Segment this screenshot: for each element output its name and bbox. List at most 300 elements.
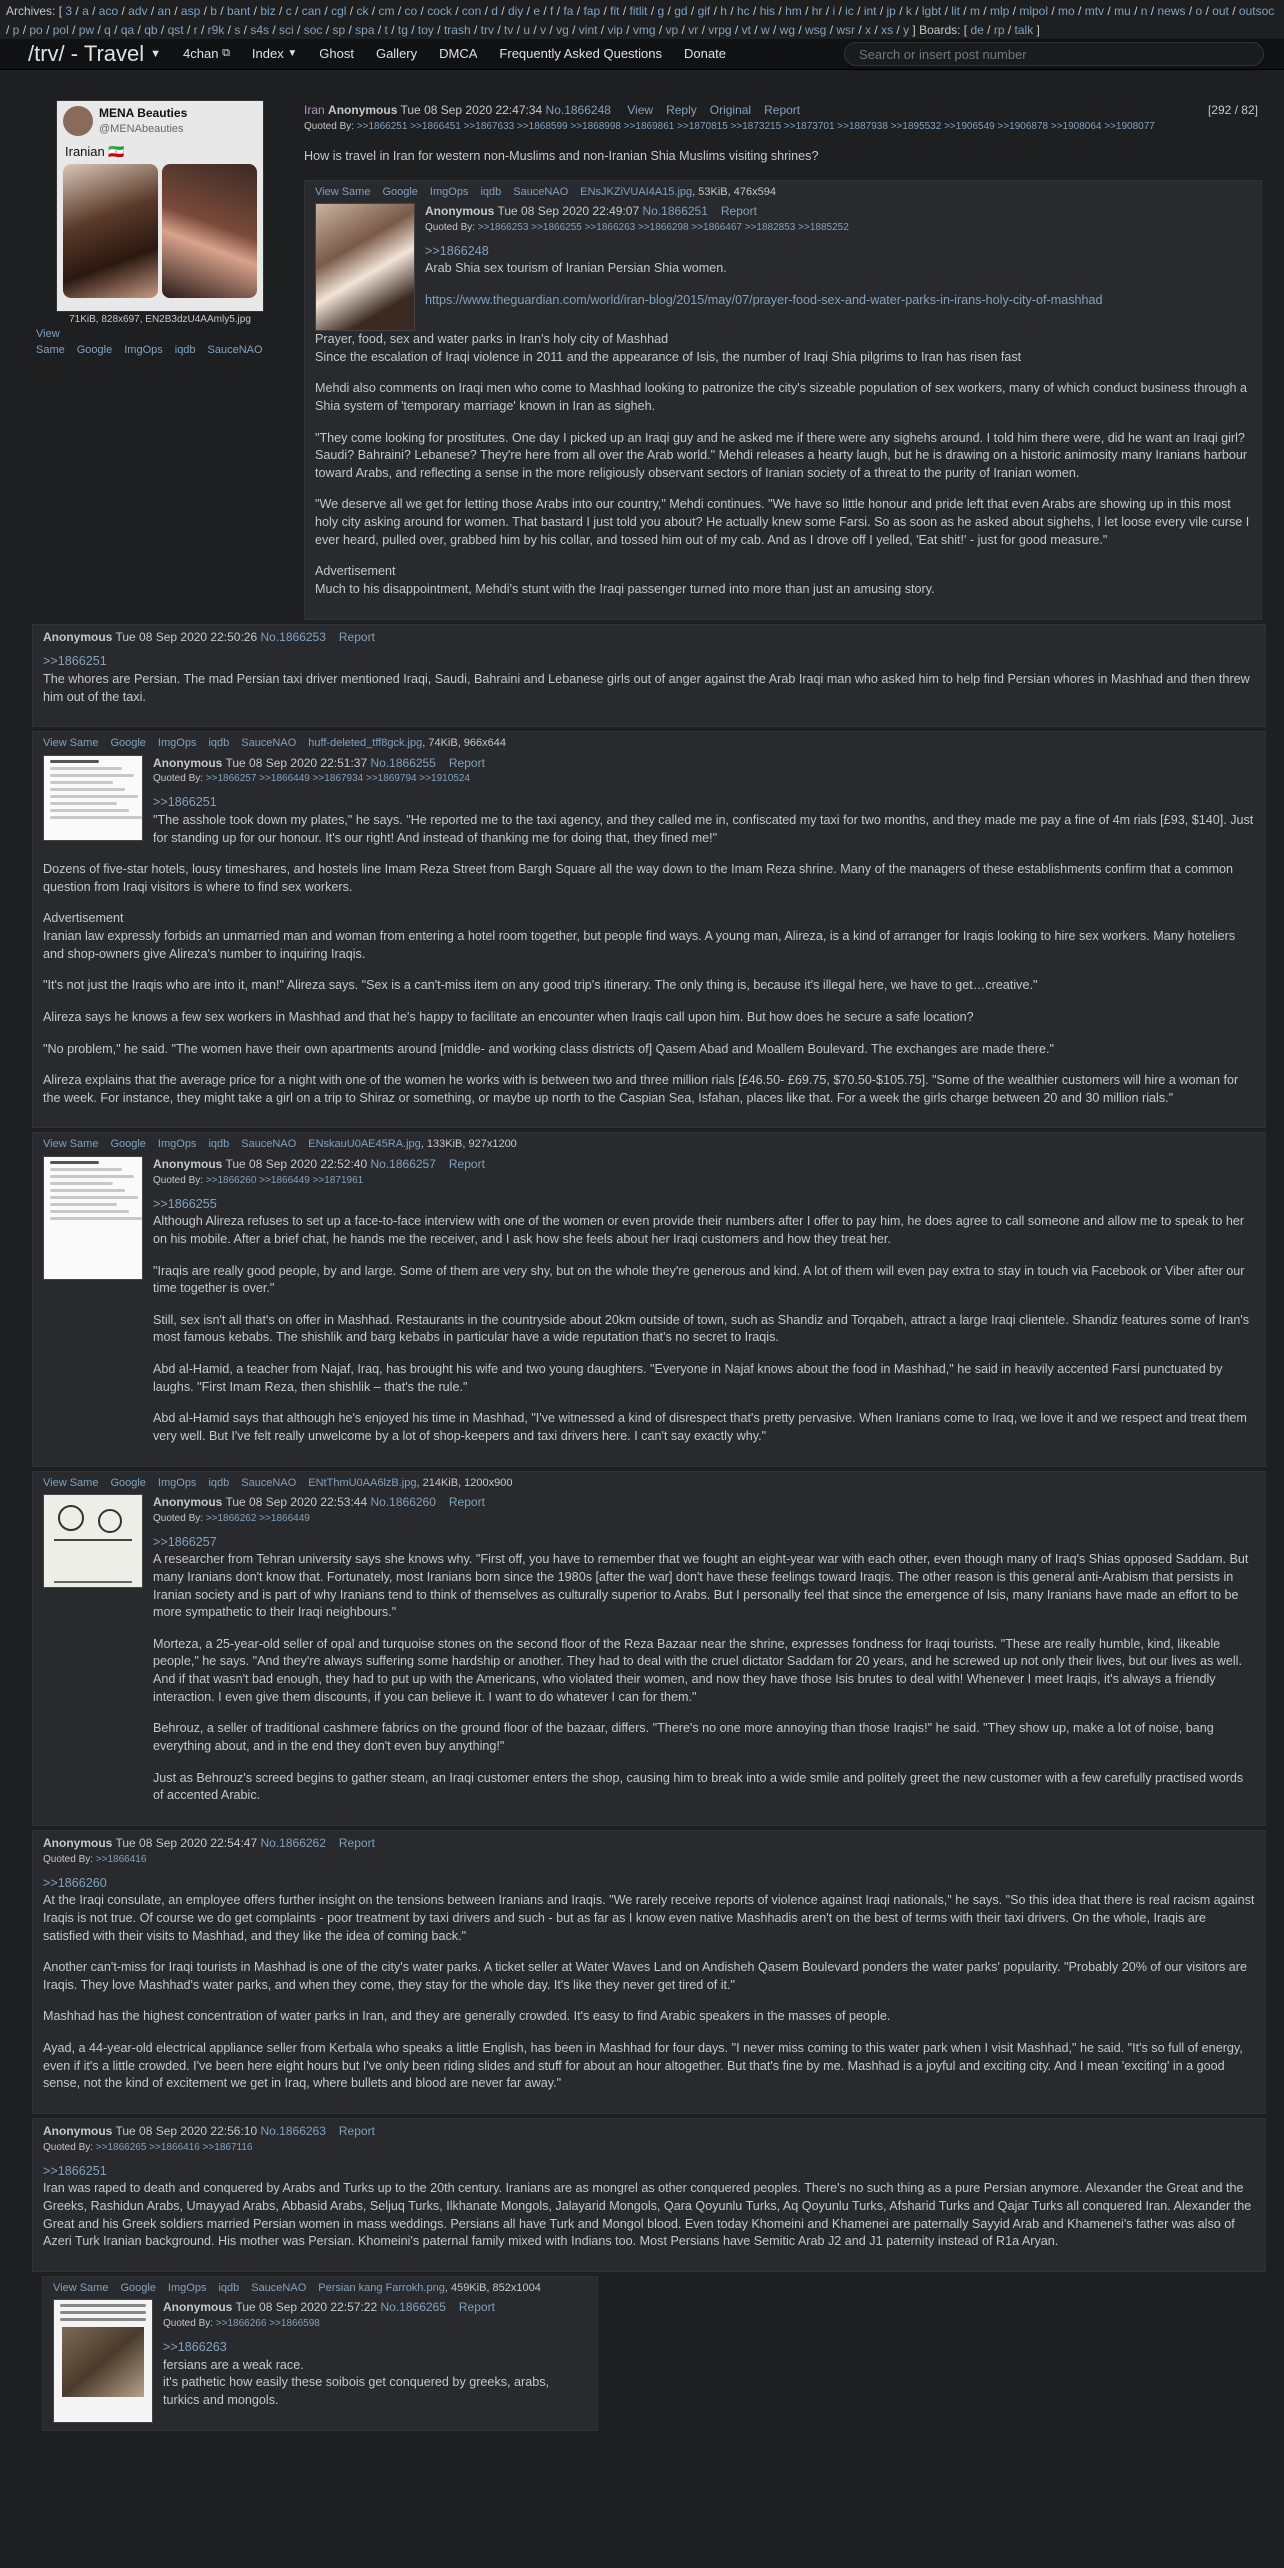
archive-link-q[interactable]: q — [104, 22, 111, 37]
tweet-line — [50, 1203, 117, 1206]
reply-text — [43, 653, 1255, 706]
archive-link-pol[interactable]: pol — [52, 22, 69, 37]
tool-iqdb[interactable]: iqdb — [174, 343, 196, 356]
reply-text — [163, 2339, 587, 2410]
op-name: Anonymous — [328, 103, 398, 118]
nav-gallery[interactable] — [376, 45, 417, 63]
op-subject: Iran — [304, 103, 325, 118]
reply-date: Tue 08 Sep 2020 22:57:22 — [235, 2300, 378, 2315]
tool-iqdb[interactable]: iqdb — [208, 1138, 230, 1151]
archive-link-can[interactable]: can — [301, 4, 322, 18]
archive-link-a[interactable]: a — [82, 4, 89, 18]
reply-name: Anonymous — [153, 1156, 223, 1171]
archive-link-r[interactable]: r — [193, 22, 198, 37]
tool-imgops[interactable]: ImgOps — [157, 1476, 197, 1489]
archive-link-gd[interactable]: gd — [674, 4, 688, 18]
nav-dmca-label: DMCA — [439, 46, 478, 62]
paragraph: Still, sex isn't all that's on offer in Mashhad. Restaurants in the countryside about 20km outside of town, such as Shandiz and Torqabeh, attract a large Iraqi clientele. Shandiz features some of Iran's most famous kebabs. The shishlik and barg kebabs in particular have a wide reputation that's no secret to Iraqis. — [153, 1312, 1250, 1345]
nav-ghost[interactable] — [319, 45, 354, 63]
image-meta: , 133KiB, 927x1200 — [420, 1138, 517, 1151]
tool-iqdb[interactable]: iqdb — [480, 185, 502, 198]
paragraph: Just as Behrouz's screed begins to gather steam, an Iraqi customer enters the shop, causing him to break into a wide smile and politely greet the new customer with a few carefully practised words of accented Arabic. — [153, 1770, 1244, 1803]
reply-postno[interactable]: No.1866260 — [370, 1494, 436, 1509]
archive-link-i[interactable]: i — [832, 4, 836, 18]
tool-saucenao[interactable]: SauceNAO — [241, 1138, 297, 1151]
board-link-de[interactable]: de — [970, 22, 984, 37]
archive-link-vmg[interactable]: vmg — [632, 22, 656, 37]
paragraph: Iran was raped to death and conquered by Arabs and Turks up to the 20th century. Iranians are as mongrel as other conquered peoples. There's no such thing as a pure Persian anymore. Alexander the Great and the Greeks, Rashidun Arabs, Umayyad Arabs, Abbasid Arabs, Seljuq Turks, Ilkhanate Mongols, Jalayarid Mongols, Qara Qoyunlu Turks, Aq Qoyunlu Turks, Afsharid Turks and Qajar Turks all conquered Iran. Alexander the Great and his Greek soldiers married Persian women in mass weddings. Persians all have Turk and Mongol blood. Even today Khomeini and Khamenei are paternally Sayyid Arab and Khamenei's father was also of Azeri Turk Iranian background. His mother was Persian. Khomeini's paternal family mixed with Indians too. Most Persians have Semitic Arab J2 and J1 paternity instead of R1a Aryan. — [43, 2181, 1252, 2249]
quote-link[interactable]: >>1866251 — [43, 2163, 107, 2178]
paragraph: "Iraqis are really good people, by and large. Some of them are very shy, but on the whole they're generous and kind. A lot of them will even pay extra to stay in touch via Facebook or Viber after our time together is over." — [153, 1263, 1245, 1296]
meme-text-line — [60, 2318, 146, 2321]
tool-iqdb[interactable]: iqdb — [208, 737, 230, 750]
report-button[interactable]: Report — [338, 2123, 375, 2138]
quote-link[interactable]: >>1866251 — [153, 795, 217, 810]
reply-quoted-by — [43, 1853, 1255, 1867]
op-thumbnail[interactable] — [56, 100, 264, 312]
reply-header — [153, 1494, 1255, 1511]
reply-button[interactable]: Reply — [666, 103, 697, 118]
image-meta: , 214KiB, 1200x900 — [416, 1476, 513, 1489]
archive-link-s[interactable]: s — [234, 22, 241, 37]
archive-link-b[interactable]: b — [210, 4, 217, 18]
paragraph: Mashhad has the highest concentration of water parks in Iran, and they are generally crowded. It's easy to find Arabic speakers in the masses of people. — [43, 2009, 891, 2024]
tool-saucenao[interactable]: SauceNAO — [241, 737, 297, 750]
tool-saucenao[interactable]: SauceNAO — [241, 1476, 297, 1489]
reply-main — [43, 2123, 1255, 2265]
archive-link-qst[interactable]: qst — [167, 22, 184, 37]
paragraph: Ayad, a 44-year-old electrical appliance seller from Kerbala who speaks a little English, has been in Mashhad for four days. "I never miss coming to this water park when I visit Mashhad," he said. "It's so full of energy, even if it's a little crowded. I've been here eight hours but I've only been riding slides and stuff for about an hour altogether. But that's fine by me. Mashhad is a joyful and exciting city. And I mean 'exciting' in a good sense, not the kind of excitement we get in Iraq, where bullets and blood are never far away." — [43, 2041, 1243, 2091]
meme-text-line — [60, 2311, 146, 2314]
reply-text-continued — [43, 861, 1255, 1107]
archive-link-sp[interactable]: sp — [332, 22, 346, 37]
image-filename[interactable]: ENtThmU0AA6lzB.jpg — [308, 1476, 417, 1489]
tool-iqdb[interactable]: iqdb — [208, 1476, 230, 1489]
nav-4chan[interactable] — [183, 45, 230, 63]
archive-link-mtv[interactable]: mtv — [1084, 4, 1105, 18]
paragraph: Alireza says he knows a few sex workers in Mashhad and that he's happy to facilitate an encounter when Iraqis call upon him. But how does he secure a safe location? — [43, 1009, 974, 1024]
archive-link-ic[interactable]: ic — [845, 4, 854, 18]
quote-link[interactable]: >>1866251 — [43, 654, 107, 669]
archive-link-lit[interactable]: lit — [951, 4, 960, 18]
archive-link-xs[interactable]: xs — [881, 22, 894, 37]
tweet-line — [50, 795, 138, 798]
archive-link-vp[interactable]: vp — [665, 22, 679, 37]
quote-link[interactable]: >>1866248 — [425, 243, 489, 258]
archive-link-mo[interactable]: mo — [1058, 4, 1075, 18]
reply-main — [43, 1835, 1255, 2107]
op-text: How is travel in Iran for western non-Muslims and non-Iranian Shia Muslims visiting shrines? — [304, 148, 819, 163]
quoted-links[interactable]: >>1866253 >>1866255 >>1866263 >>1866298 >>1866467 >>1882853 >>1885252 — [477, 221, 849, 233]
quoted-label: Quoted By: — [153, 1512, 204, 1524]
archive-link-mlp[interactable]: mlp — [989, 4, 1010, 18]
archive-link-an[interactable]: an — [157, 4, 171, 18]
tweet-name: MENA Beauties — [99, 106, 188, 121]
tool-imgops[interactable]: ImgOps — [167, 2281, 207, 2294]
op-header — [304, 102, 1284, 119]
reply-date: Tue 08 Sep 2020 22:49:07 — [497, 204, 640, 218]
archive-link-vt[interactable]: vt — [741, 22, 751, 37]
op-actions — [614, 103, 800, 117]
reply-date: Tue 08 Sep 2020 22:56:10 — [115, 2123, 258, 2138]
paragraph: Abd al-Hamid says that although he's enjoyed his time in Mashhad, "I've witnessed a kind of disrespect that's pretty pervasive. When Iranians come to Iraq, we love it and we respect and treat them very well. But I've felt really unwelcome by a lot of shop-keepers and taxi drivers here. I can't say exactly why." — [153, 1411, 1247, 1443]
reply-postno[interactable]: No.1866263 — [260, 2123, 326, 2138]
archive-link-3[interactable]: 3 — [65, 4, 73, 18]
archive-link-cm[interactable]: cm — [378, 4, 395, 18]
nav-dmca[interactable] — [439, 45, 477, 63]
reply-thumbnail[interactable] — [53, 2299, 153, 2423]
archive-link-qa[interactable]: qa — [120, 22, 135, 37]
drawing-figure — [58, 1505, 84, 1531]
paragraph: Mehdi also comments on Iraqi men who come to Mashhad looking to patronize the city's sizeable population of sex workers, many of which conduct business through a Shia system of 'temporary marriage' known in Iran as sigheh. — [315, 381, 1248, 413]
quoted-links[interactable]: >>1866262 >>1866449 — [205, 1512, 310, 1524]
archive-link-s4s[interactable]: s4s — [250, 22, 270, 37]
article-link[interactable]: https://www.theguardian.com/world/iran-blog/2015/may/07/prayer-food-sex-and-water-parks-in-irans-holy-city-of-mashhad — [425, 293, 1103, 308]
reply-post — [32, 731, 1266, 1128]
image-filename[interactable]: ENsJKZiVUAI4A15.jpg — [580, 185, 693, 198]
archive-link-his[interactable]: his — [759, 4, 776, 18]
archives-label: Archives: — [6, 4, 56, 18]
quote-link[interactable]: >>1866255 — [153, 1196, 217, 1211]
paragraph: Advertisement Iranian law expressly forbids an unmarried man and woman from entering a hotel room together, but people find ways. A young man, Alireza, is a kind of arranger for Iraqis looking to hire sex workers. Many hoteliers and shop-owners give Alireza's number to inquiring Iraqis. — [43, 911, 1236, 961]
board-title[interactable] — [28, 39, 161, 70]
nav-donate-label: Donate — [684, 46, 726, 62]
tool-imgops[interactable]: ImgOps — [157, 1138, 197, 1151]
paragraph: Alireza explains that the average price for a night with one of the women he works with is between two and three million rials [£46.50- £69.75, $70.50-$105.75]. "Some of the wealthier customers will hire a woman for the week. For instance, they might take a girl on a trip to Shiraz or something, or maybe up north to the Caspian Sea, Isfahan, places like that. For a week the girls charge between 20 and 30 million rials." — [43, 1073, 1239, 1105]
archive-link-po[interactable]: po — [29, 22, 43, 37]
reply-header — [163, 2299, 587, 2316]
archive-link-lgbt[interactable]: lgbt — [921, 4, 942, 18]
image-meta: , 53KiB, 476x594 — [692, 185, 776, 198]
archive-link-mu[interactable]: mu — [1114, 4, 1131, 18]
tweet-photo — [162, 164, 257, 298]
reply-date: Tue 08 Sep 2020 22:52:40 — [225, 1156, 368, 1171]
tool-imgops[interactable]: ImgOps — [429, 185, 469, 198]
archive-link-gif[interactable]: gif — [697, 4, 711, 18]
paragraph: Arab Shia sex tourism of Iranian Persian Shia women. — [425, 261, 727, 276]
tool-saucenao[interactable]: SauceNAO — [251, 2281, 307, 2294]
tool-google[interactable]: Google — [120, 2281, 156, 2294]
tweet-line — [50, 816, 142, 819]
view-button[interactable]: View — [627, 103, 654, 118]
archive-link-vr[interactable]: vr — [688, 22, 699, 37]
reply-quoted-by — [43, 2141, 1255, 2155]
reply-inner — [43, 755, 1255, 862]
board-link-rp[interactable]: rp — [993, 22, 1005, 37]
archive-link-x[interactable]: x — [865, 22, 872, 37]
archive-link-p[interactable]: p — [12, 22, 20, 37]
reply-header — [153, 755, 1255, 772]
tool-google[interactable]: Google — [110, 1476, 146, 1489]
paragraph: Another can't-miss for Iraqi tourists in Mashhad is one of the city's water parks. A ticket seller at Water Waves Land on Andisheh Qasem Boulevard ponders the water parks' popularity. "Probably 20% of our visitors are Iraqis. They love Mashhad's water parks, and when they come, they stay for the whole day. It's like they never get tired of it." — [43, 1960, 1247, 1992]
reply-quoted-by — [163, 2317, 587, 2331]
archive-link-d[interactable]: d — [491, 4, 498, 18]
meme-photo — [62, 2327, 144, 2397]
archive-link-f[interactable]: f — [550, 4, 554, 18]
paragraph: Dozens of five-star hotels, lousy timeshares, and hostels line Imam Reza Street from Bargh Square all the way down to the Imam Reza shrine. Many of the managers of these establishments confirm that a common question from Iraqi visitors is where to find sex workers. — [43, 862, 1233, 894]
archive-link-mlpol[interactable]: mlpol — [1019, 4, 1049, 18]
image-filename[interactable]: ENskauU0AE45RA.jpg — [308, 1138, 421, 1151]
quoted-links[interactable]: >>1866260 >>1866449 >>1871961 — [205, 1174, 364, 1186]
reply-thumbnail[interactable] — [315, 203, 415, 331]
archive-link-news[interactable]: news — [1157, 4, 1186, 18]
archive-link-v[interactable]: v — [540, 22, 547, 37]
reply-post — [42, 2276, 598, 2431]
report-button[interactable]: Report — [338, 1835, 375, 1850]
tweet-line — [50, 809, 129, 812]
quoted-links[interactable]: >>1866265 >>1866416 >>1867116 — [95, 2141, 253, 2153]
archive-link-out[interactable]: out — [1212, 4, 1229, 18]
tool-saucenao[interactable]: SauceNAO — [513, 185, 569, 198]
archive-link-wsg[interactable]: wsg — [805, 22, 827, 37]
archive-link-hc[interactable]: hc — [737, 4, 750, 18]
tool-google[interactable]: Google — [110, 1138, 146, 1151]
archive-link-wg[interactable]: wg — [779, 22, 795, 37]
archive-link-int[interactable]: int — [863, 4, 877, 18]
nav-faq-label: Frequently Asked Questions — [499, 46, 663, 62]
nav-ghost-label: Ghost — [319, 46, 354, 62]
reply-post — [32, 1132, 1266, 1466]
archive-link-tg[interactable]: tg — [397, 22, 408, 37]
avatar — [63, 106, 93, 136]
reply-quoted-by — [425, 221, 1251, 235]
archive-link-con[interactable]: con — [461, 4, 482, 18]
reply-quoted-by — [153, 1512, 1255, 1526]
archive-link-wsr[interactable]: wsr — [836, 22, 856, 37]
archive-link-asp[interactable]: asp — [180, 4, 201, 18]
op-postno[interactable]: No.1866248 — [545, 103, 611, 118]
archive-link-tv[interactable]: tv — [504, 22, 514, 37]
reply-postno[interactable]: No.1866255 — [370, 755, 436, 770]
chevron-down-icon: ▼ — [287, 48, 298, 60]
reply-text — [153, 1534, 1255, 1805]
tool-view-same[interactable]: View Same — [43, 737, 99, 750]
quote-link[interactable]: >>1866257 — [153, 1534, 217, 1549]
archive-link-r9k[interactable]: r9k — [207, 22, 225, 37]
archive-link-o[interactable]: o — [1195, 4, 1203, 18]
reply-text — [425, 243, 1251, 310]
archive-link-fa[interactable]: fa — [563, 4, 574, 18]
report-button[interactable]: Report — [720, 204, 757, 218]
reply-thumbnail[interactable] — [43, 755, 143, 841]
reply-postno[interactable]: No.1866262 — [260, 1835, 326, 1850]
archive-link-fap[interactable]: fap — [583, 4, 601, 18]
tool-view-same[interactable]: View Same — [43, 1476, 99, 1489]
archive-link-vg[interactable]: vg — [556, 22, 569, 37]
archive-link-hm[interactable]: hm — [785, 4, 802, 18]
archive-link-toy[interactable]: toy — [417, 22, 434, 37]
search-input[interactable] — [844, 42, 1264, 66]
image-filename[interactable]: Persian kang Farrokh.png — [318, 2281, 445, 2294]
reply-post — [32, 2118, 1266, 2272]
tool-google[interactable]: Google — [76, 343, 113, 356]
nav-donate[interactable] — [684, 45, 726, 63]
tool-view-same[interactable]: View Same — [315, 185, 371, 198]
reply-post — [32, 1471, 1266, 1826]
archive-link-w[interactable]: w — [760, 22, 770, 37]
archive-link-m[interactable]: m — [969, 4, 980, 18]
quoted-links[interactable]: >>1866257 >>1866449 >>1867934 >>1869794 >>1910524 — [205, 773, 470, 785]
archive-link-cgl[interactable]: cgl — [331, 4, 347, 18]
reply-post — [304, 180, 1262, 620]
quoted-links[interactable]: >>1866416 — [95, 1853, 147, 1865]
archive-link-jp[interactable]: jp — [886, 4, 896, 18]
reply-inner — [43, 1835, 1255, 2107]
paragraph: "No problem," he said. "The women have their own apartments around [middle- and working class districts of] Qasem Abad and Moallem Boulevard. The exchanges are made there." — [43, 1041, 1054, 1056]
archive-link-k[interactable]: k — [905, 4, 912, 18]
reply-main — [153, 1494, 1255, 1819]
report-button[interactable]: Report — [448, 1494, 485, 1509]
reply-header — [43, 1835, 1255, 1852]
external-link-icon: ⧉ — [222, 47, 230, 60]
archive-link-outsoc[interactable]: outsoc — [1238, 4, 1275, 18]
reply-main — [153, 1156, 1255, 1460]
archive-link-c[interactable]: c — [285, 4, 292, 18]
original-button[interactable]: Original — [709, 103, 752, 118]
archive-link-e[interactable]: e — [533, 4, 541, 18]
archive-link-trash[interactable]: trash — [443, 22, 471, 37]
quoted-links[interactable]: >>1866266 >>1866598 — [215, 2318, 320, 2330]
archives-bar: Archives: [ 3 / a / aco / adv / an / asp / b / bant / biz / c / can / cgl / ck / cm / co / cock / con / d / diy / e / f / fa / fap / fit / fitlit / g / gd / gif / h / hc / his / hm / hr / i / ic / int / jp / k / lgbt / lit / m / mlp / mlpol / mo / mtv / mu / n / news / o / out / outsoc / p / po / pol / pw / q / qa / qb / qst / r / r9k / s / s4s / sci / soc / sp / spa / t / tg / toy / trash / trv / tv / u / v / vg / vint / vip / vmg / vp / vr / vrpg / vt / w / wg / wsg / wsr / x / xs / y ] Boards: [ de / rp / talk ] — [0, 0, 1284, 39]
reply-postno[interactable]: No.1866253 — [260, 629, 326, 644]
archive-link-diy[interactable]: diy — [507, 4, 524, 18]
report-button[interactable]: Report — [338, 629, 375, 644]
reply-image-tools — [53, 2281, 587, 2296]
tool-imgops[interactable]: ImgOps — [157, 737, 197, 750]
archive-link-hr[interactable]: hr — [811, 4, 823, 18]
reply-name: Anonymous — [43, 2123, 113, 2138]
reply-thumbnail[interactable] — [43, 1156, 143, 1280]
archive-link-h[interactable]: h — [720, 4, 727, 18]
reply-quoted-by — [153, 1174, 1255, 1188]
nav-gallery-label: Gallery — [375, 46, 418, 62]
tweet-line — [50, 774, 134, 777]
paragraph: Advertisement Much to his disappointment, Mehdi's stunt with the Iraqi passenger turned into more than just an amusing story. — [315, 564, 935, 596]
archive-link-ck[interactable]: ck — [356, 4, 369, 18]
paragraph: At the Iraqi consulate, an employee offers further insight on the tensions between Iranians and Iraqis. "We rarely receive reports of violence against Iraqi nationals," he says. "So this idea that there is real racism against Iraqis is not true. Of course we do get complaints - poor treatment by taxi drivers and such - but as far as I know even native Mashhadis aren't on the best of terms with their taxi drivers. On the whole, Iraqis are satisfied with their visits to Mashhad, and they like the idea of coming back." — [43, 1893, 1255, 1943]
archive-link-aco[interactable]: aco — [98, 4, 119, 18]
quoted-label: Quoted By: — [43, 1853, 94, 1865]
reply-postno[interactable]: No.1866257 — [370, 1156, 436, 1171]
reply-text — [153, 794, 1255, 847]
tweet-line — [50, 1210, 129, 1213]
tweet-line — [50, 1196, 138, 1199]
archive-link-spa[interactable]: spa — [355, 22, 375, 37]
image-meta: , 74KiB, 966x644 — [422, 737, 507, 750]
tool-view-same[interactable]: View Same — [53, 2281, 109, 2294]
reply-inner — [43, 1156, 1255, 1460]
tweet-line — [50, 1161, 99, 1164]
reply-inner — [43, 2123, 1255, 2265]
tool-iqdb[interactable]: iqdb — [218, 2281, 240, 2294]
tweet-line — [50, 1217, 142, 1220]
op-post — [28, 100, 1284, 619]
tool-imgops[interactable]: ImgOps — [124, 343, 163, 356]
archive-link-u[interactable]: u — [523, 22, 531, 37]
reply-thumbnail[interactable] — [43, 1494, 143, 1588]
archive-link-vrpg[interactable]: vrpg — [708, 22, 732, 37]
archive-link-soc[interactable]: soc — [303, 22, 323, 37]
archive-link-vip[interactable]: vip — [607, 22, 623, 37]
archive-link-t[interactable]: t — [384, 22, 388, 37]
reply-main — [425, 203, 1251, 331]
archive-link-y[interactable]: y — [903, 22, 910, 37]
reply-post — [32, 1830, 1266, 2114]
tweet-header — [57, 101, 263, 141]
reply-main — [163, 2299, 587, 2423]
tweet-photos — [57, 164, 263, 298]
quoted-links[interactable]: >>1866251 >>1866451 >>1867633 >>1868599 >>1868998 >>1869861 >>1870815 >>1873215 >>1873701 >>1887938 >>1895532 >>1906549 >>1906878 >>1908064 >>1908077 — [356, 120, 1155, 132]
archives-list: [ 3 / a / aco / adv / an / asp / b / bant / biz / c / can / cgl / ck / cm / co / cock / con / d / diy / e / f / fa / fap / fit / fitlit / g / gd / gif / h / hc / his / hm / hr / i / ic / int / jp / k / lgbt / lit / m / mlp / mlpol / mo / mtv / mu / n / news / o / out / outsoc / p / po / pol / pw / q / qa / qb / qst / r / r9k / s / s4s / sci / soc / sp / spa / t / tg / toy / trash / trv / tv / u / v / vg / vint / vip / vmg / vp / vr / vrpg / vt / w / wg / wsg / wsr / x / xs / y ] — [6, 4, 1275, 37]
board-link-talk[interactable]: talk — [1014, 22, 1034, 37]
op-date: Tue 08 Sep 2020 22:47:34 — [400, 103, 543, 118]
image-filename[interactable]: huff-deleted_tff8gck.jpg — [308, 737, 423, 750]
reply-name: Anonymous — [43, 629, 113, 644]
drawing-lines — [54, 1539, 132, 1583]
tool-google[interactable]: Google — [110, 737, 146, 750]
archive-link-co[interactable]: co — [404, 4, 418, 18]
report-button[interactable]: Report — [448, 1156, 485, 1171]
tweet-line — [50, 802, 117, 805]
navbar — [0, 39, 1284, 70]
paragraph: A researcher from Tehran university says she knows why. "First off, you have to remember that we fought an eight-year war with each other, even though many of Iraq's Shias opposed Saddam. But many Iranians don't know that. Fortunately, most Iranians born since the 1980s [after the war] don't have these feelings toward Iraqis. The other reason is this general anti-Arabism that persists in Iranian society and is part of why Iranians tend to think of themselves as culturally superior to Arabs. But I personally feel that since the emergence of Isis, many Iranians have made an effort to be more sympathetic to their Iraqi neighbours." — [153, 1552, 1249, 1620]
report-button[interactable]: Report — [764, 103, 801, 118]
archive-link-adv[interactable]: adv — [128, 4, 148, 18]
archive-link-qb[interactable]: qb — [144, 22, 158, 37]
tool-saucenao[interactable]: SauceNAO — [207, 343, 263, 356]
tool-view-same[interactable]: View Same — [43, 1138, 99, 1151]
reply-date: Tue 08 Sep 2020 22:54:47 — [115, 1835, 258, 1850]
quote-link[interactable]: >>1866260 — [43, 1875, 107, 1890]
archive-link-bant[interactable]: bant — [226, 4, 251, 18]
boards-list: de / rp / talk — [970, 22, 1034, 37]
nav-faq[interactable] — [499, 45, 662, 63]
full-width-replies — [32, 624, 1284, 2431]
tool-view-same[interactable]: View Same — [36, 328, 65, 356]
meme-text-line — [60, 2304, 146, 2307]
archive-link-fitlit[interactable]: fitlit — [629, 4, 648, 18]
reply-counter: [292 / 82] — [1207, 103, 1258, 118]
nav-index[interactable] — [252, 45, 297, 63]
report-button[interactable]: Report — [458, 2300, 495, 2315]
archive-link-cock[interactable]: cock — [427, 4, 452, 18]
nav-index-label: Index — [251, 46, 284, 62]
reply-text — [43, 1875, 1255, 2093]
op-quoted-by — [304, 120, 1284, 134]
tweet-line — [50, 760, 99, 763]
tweet-line — [50, 1175, 134, 1178]
reply-quoted-by — [153, 772, 1255, 786]
archive-link-g[interactable]: g — [657, 4, 665, 18]
archive-link-biz[interactable]: biz — [260, 4, 276, 18]
archive-link-trv[interactable]: trv — [480, 22, 494, 37]
archive-link-sci[interactable]: sci — [279, 22, 294, 37]
quote-link[interactable]: >>1866263 — [163, 2340, 227, 2355]
tweet-line — [50, 1168, 122, 1171]
thread — [0, 70, 1284, 2430]
tool-google[interactable]: Google — [382, 185, 418, 198]
archive-link-vint[interactable]: vint — [578, 22, 598, 37]
reply-name: Anonymous — [163, 2300, 233, 2315]
archive-link-n[interactable]: n — [1140, 4, 1148, 18]
report-button[interactable]: Report — [448, 755, 485, 770]
op-image-block — [32, 100, 288, 358]
reply-postno[interactable]: No.1866265 — [380, 2300, 446, 2315]
archive-link-fit[interactable]: fit — [610, 4, 620, 18]
reply-postno[interactable]: No.1866251 — [642, 204, 708, 218]
op-fileinfo: 71KiB, 828x697, EN2B3dzU4AAmly5.jpg — [69, 314, 251, 326]
archive-link-pw[interactable]: pw — [78, 22, 95, 37]
